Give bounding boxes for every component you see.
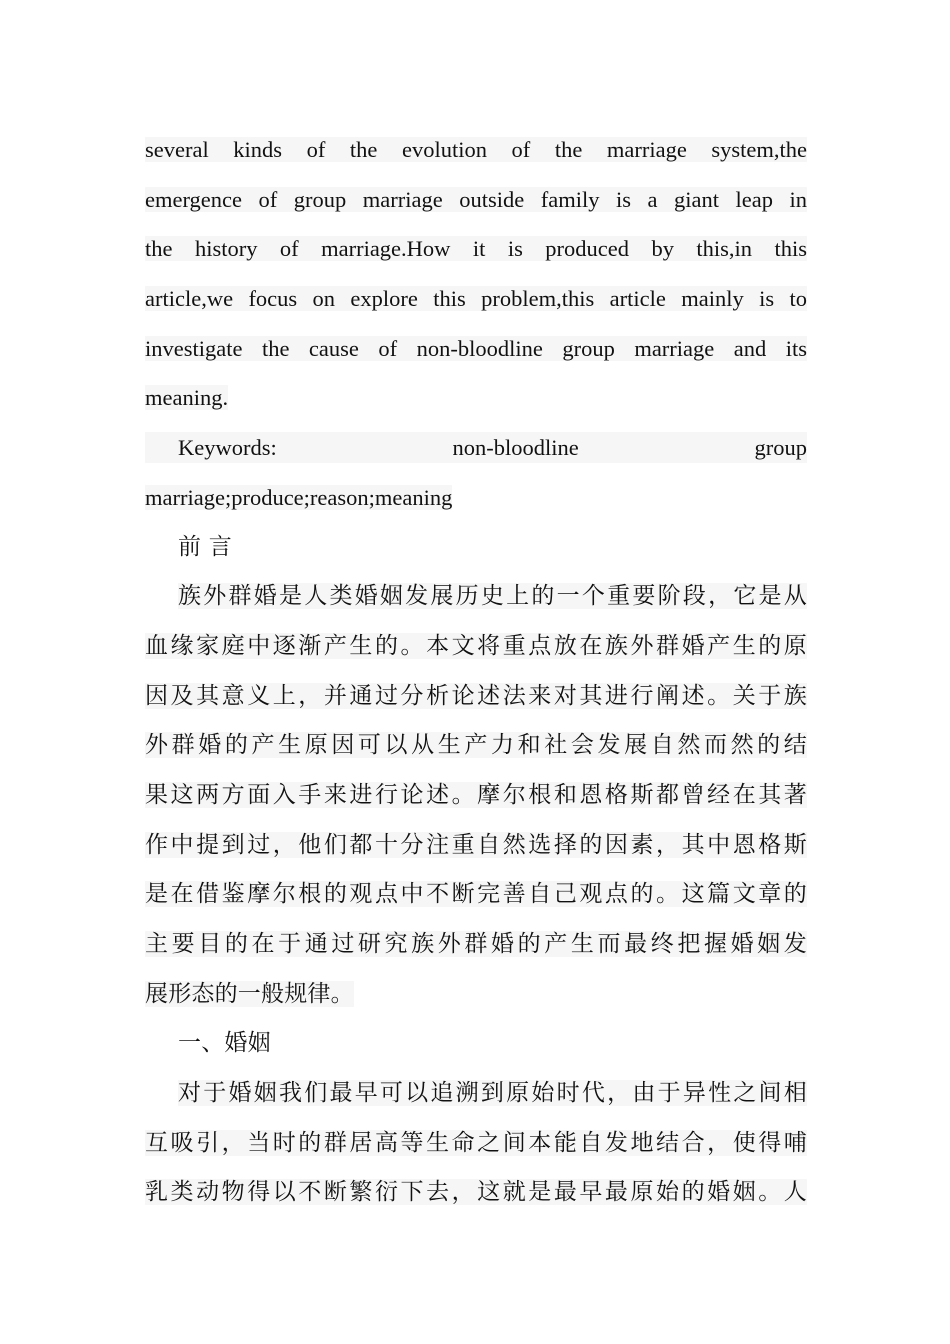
document-body (145, 125, 807, 1218)
keyword-term: non-bloodline (452, 435, 579, 461)
paragraph-line: 作中提到过，他们都十分注重自然选择的因素，其中恩格斯 (145, 831, 807, 858)
paragraph-line: 互吸引，当时的群居高等生命之间本能自发地结合，使得哺 (145, 1129, 807, 1156)
preface-paragraph (145, 572, 807, 1019)
paragraph-line: 族外群婚是人类婚姻发展历史上的一个重要阶段，它是从 (178, 583, 807, 610)
keywords-row (145, 423, 807, 473)
paragraph-line: 因及其意义上，并通过分析论述法来对其进行阐述。关于族 (145, 682, 807, 709)
abstract-line: emergence of group marriage outside family is a giant leap in (145, 186, 807, 212)
paragraph-line: 外群婚的产生原因可以从生产力和社会发展自然而然的结 (145, 732, 807, 759)
abstract-en (145, 125, 807, 423)
paragraph-line: 果这两方面入手来进行论述。摩尔根和恩格斯都曾经在其著 (145, 781, 807, 808)
abstract-line: several kinds of the evolution of the marriage system,the (145, 137, 807, 162)
keywords-label: Keywords: (178, 435, 277, 461)
section-paragraph (145, 1069, 807, 1218)
keywords-continuation: marriage;produce;reason;meaning (145, 484, 453, 510)
section-heading: 一、婚姻 (178, 1030, 271, 1057)
paragraph-line: 对于婚姻我们最早可以追溯到原始时代，由于异性之间相 (178, 1080, 807, 1107)
abstract-line: article,we focus on explore this problem,this article mainly is to (145, 286, 807, 312)
keyword-term: group (754, 435, 807, 461)
abstract-line: the history of marriage.How it is produced by this,in this (145, 236, 807, 262)
paragraph-line: 主要目的在于通过研究族外群婚的产生而最终把握婚姻发 (145, 931, 807, 957)
paragraph-line: 血缘家庭中逐渐产生的。本文将重点放在族外群婚产生的原 (145, 632, 807, 659)
abstract-line: investigate the cause of non-bloodline group marriage and its (145, 335, 807, 361)
paragraph-line: 是在借鉴摩尔根的观点中不断完善自己观点的。这篇文章的 (145, 881, 807, 908)
paragraph-line: 展形态的一般规律。 (145, 980, 354, 1007)
abstract-line: meaning. (145, 385, 229, 411)
preface-heading: 前 言 (178, 533, 232, 560)
paragraph-line: 乳类动物得以不断繁衍下去，这就是最早最原始的婚姻。人 (145, 1179, 807, 1206)
